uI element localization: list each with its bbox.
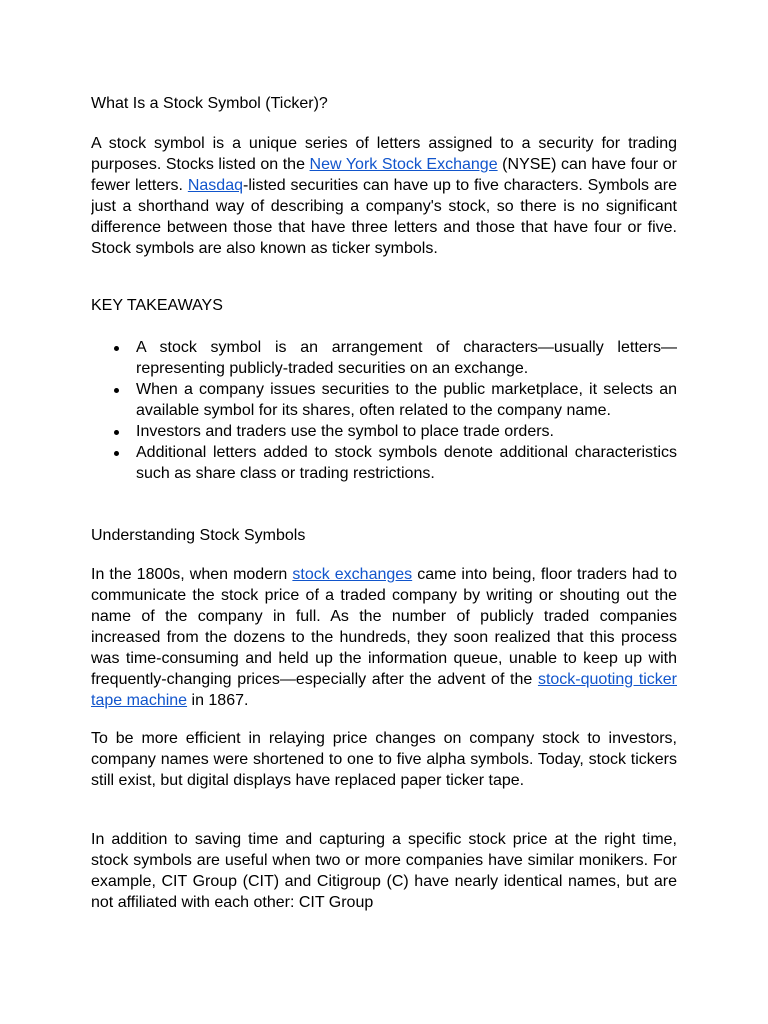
- bullet-dot-icon: [114, 346, 119, 351]
- document-page: [91, 0, 677, 1024]
- stock-exchanges-link[interactable]: stock exchanges: [292, 566, 413, 583]
- nasdaq-link[interactable]: Nasdaq: [187, 177, 243, 194]
- list-item-text: When a company issues securities to the public marketplace, it selects an available symbol for its shares, often related to the company name.: [136, 381, 677, 419]
- intro-text-3: -listed securities can have up to five characters. Symbols are just a shorthand way of describing a company's stock, so there is no significant difference between those that have three letters and those that have four or five. Stock symbols are also known as ticker symbols.: [91, 177, 677, 257]
- ticker-tape-machine-link[interactable]: stock-quoting ticker tape machine: [91, 671, 677, 709]
- section-title-understanding: Understanding Stock Symbols: [91, 527, 306, 544]
- bullet-dot-icon: [114, 430, 119, 435]
- key-takeaways-list: [91, 337, 677, 484]
- list-item-text: Additional letters added to stock symbols denote additional characteristics such as share class or trading restrictions.: [136, 444, 677, 482]
- list-item-text: Investors and traders use the symbol to place trade orders.: [136, 423, 554, 440]
- bullet-dot-icon: [114, 451, 119, 456]
- key-takeaways-title: KEY TAKEAWAYS: [91, 297, 223, 314]
- bullet-dot-icon: [114, 388, 119, 393]
- list-item: [91, 421, 677, 442]
- history-text-2: came into being, floor traders had to communicate the stock price of a traded company by writing or shouting out the name of the company in full. As the number of publicly traded companies increased from the dozens to the hundreds, they soon realized that this process was time-consuming and held up the information queue, unable to keep up with frequently-changing prices—especially after the advent of the: [91, 566, 677, 688]
- history-paragraph: [91, 564, 677, 711]
- history-text-1: In the 1800s, when modern: [91, 566, 293, 583]
- intro-text-2: (NYSE) can have four or fewer letters.: [91, 156, 677, 194]
- similar-names-paragraph: In addition to saving time and capturing a specific stock price at the right time, stock symbols are useful when two or more companies have similar monikers. For example, CIT Group (CIT) and Citigroup (C) have nearly identical names, but are not affiliated with each other: CIT Group: [91, 831, 677, 911]
- intro-text-1: A stock symbol is a unique series of letters assigned to a security for trading purposes. Stocks listed on the: [91, 135, 677, 173]
- efficiency-paragraph: To be more efficient in relaying price changes on company stock to investors, company names were shortened to one to five alpha symbols. Today, stock tickers still exist, but digital displays have replaced paper ticker tape.: [91, 730, 677, 789]
- nyse-link[interactable]: New York Stock Exchange: [309, 156, 498, 173]
- list-item-text: A stock symbol is an arrangement of characters—usually letters—representing publicly-traded securities on an exchange.: [136, 339, 677, 377]
- list-item: [91, 337, 677, 379]
- list-item: [91, 379, 677, 421]
- intro-paragraph: [91, 133, 677, 259]
- section-title-what-is-stock-symbol: What Is a Stock Symbol (Ticker)?: [91, 95, 328, 112]
- history-text-3: in 1867.: [187, 692, 249, 709]
- list-item: [91, 442, 677, 484]
